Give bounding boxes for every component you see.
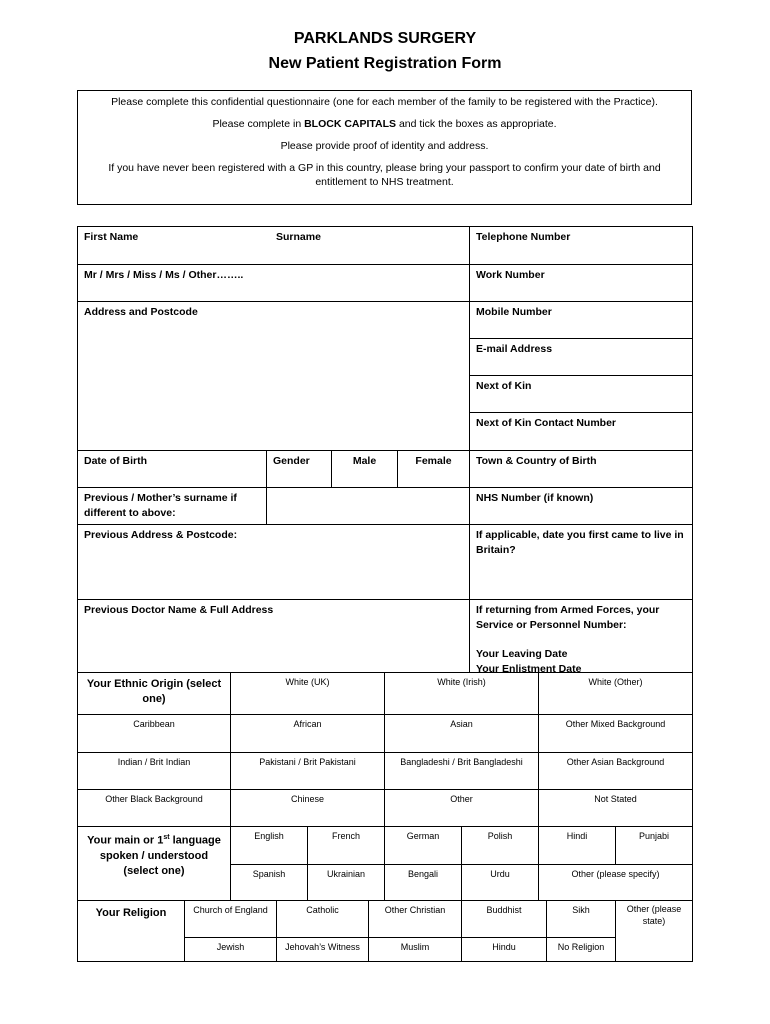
next-of-kin-contact-field[interactable]: Next of Kin Contact Number [469, 412, 693, 451]
ethnic-chinese[interactable]: Chinese [230, 789, 385, 827]
lang-english[interactable]: English [230, 826, 308, 865]
ethnic-white-uk[interactable]: White (UK) [230, 672, 385, 715]
prev-surname-label: Previous / Mother’s surname if different to above: [77, 487, 267, 525]
lang-polish[interactable]: Polish [461, 826, 539, 865]
rel-jehovahs-witness[interactable]: Jehovah’s Witness [276, 937, 369, 962]
ethnic-other-asian[interactable]: Other Asian Background [538, 752, 693, 790]
intro-box [77, 90, 692, 205]
ethnic-other-black[interactable]: Other Black Background [77, 789, 231, 827]
rel-buddhist[interactable]: Buddhist [461, 900, 547, 938]
lang-punjabi[interactable]: Punjabi [615, 826, 693, 865]
gender-label: Gender [266, 450, 332, 488]
lang-spanish[interactable]: Spanish [230, 864, 308, 901]
intro-line-4: If you have never been registered with a GP in this country, please bring your passport to confirm your date of birth and entitlement to NHS treatment. [108, 162, 661, 188]
armed-forces-field[interactable] [469, 599, 693, 673]
prev-doctor-field[interactable]: Previous Doctor Name & Full Address [77, 599, 470, 673]
ethnic-origin-label: Your Ethnic Origin (select one) [77, 672, 231, 715]
work-number-field[interactable]: Work Number [469, 264, 693, 302]
prev-surname-input[interactable] [266, 487, 470, 525]
rel-sikh[interactable]: Sikh [546, 900, 616, 938]
mobile-field[interactable]: Mobile Number [469, 301, 693, 339]
rel-catholic[interactable]: Catholic [276, 900, 369, 938]
intro-line-3: Please provide proof of identity and address. [280, 140, 489, 152]
male-option[interactable]: Male [331, 450, 398, 488]
ethnic-pakistani[interactable]: Pakistani / Brit Pakistani [230, 752, 385, 790]
ethnic-not-stated[interactable]: Not Stated [538, 789, 693, 827]
title-field[interactable]: Mr / Mrs / Miss / Ms / Other…….. [77, 264, 470, 302]
form-title: New Patient Registration Form [268, 55, 502, 72]
intro-line-2: Please complete in BLOCK CAPITALS and tick the boxes as appropriate. [212, 118, 557, 130]
lang-ukrainian[interactable]: Ukrainian [307, 864, 385, 901]
lang-german[interactable]: German [384, 826, 462, 865]
ethnic-white-irish[interactable]: White (Irish) [384, 672, 539, 715]
rel-other-christian[interactable]: Other Christian [368, 900, 462, 938]
lang-bengali[interactable]: Bengali [384, 864, 462, 901]
ethnic-other-mixed[interactable]: Other Mixed Background [538, 714, 693, 753]
lang-other[interactable]: Other (please specify) [538, 864, 693, 901]
telephone-field[interactable]: Telephone Number [469, 226, 693, 265]
next-of-kin-field[interactable]: Next of Kin [469, 375, 693, 413]
rel-church-of-england[interactable]: Church of England [184, 900, 277, 938]
enlistment-date-label: Your Enlistment Date [476, 663, 582, 675]
ethnic-indian[interactable]: Indian / Brit Indian [77, 752, 231, 790]
rel-no-religion[interactable]: No Religion [546, 937, 616, 962]
town-country-field[interactable]: Town & Country of Birth [469, 450, 693, 488]
surname-label: Surname [276, 231, 321, 243]
religion-label: Your Religion [77, 900, 185, 962]
dob-field[interactable]: Date of Birth [77, 450, 267, 488]
first-name-field[interactable]: First Name [77, 226, 470, 265]
email-field[interactable]: E-mail Address [469, 338, 693, 376]
female-option[interactable]: Female [397, 450, 470, 488]
ethnic-other[interactable]: Other [384, 789, 539, 827]
rel-jewish[interactable]: Jewish [184, 937, 277, 962]
armed-forces-label: If returning from Armed Forces, your Service or Personnel Number: [476, 604, 660, 631]
ethnic-caribbean[interactable]: Caribbean [77, 714, 231, 753]
ethnic-asian[interactable]: Asian [384, 714, 539, 753]
lang-french[interactable]: French [307, 826, 385, 865]
rel-muslim[interactable]: Muslim [368, 937, 462, 962]
leaving-date-label: Your Leaving Date [476, 648, 568, 660]
prev-address-field[interactable]: Previous Address & Postcode: [77, 524, 470, 600]
lang-urdu[interactable]: Urdu [461, 864, 539, 901]
practice-name: PARKLANDS SURGERY [293, 30, 477, 47]
nhs-number-field[interactable]: NHS Number (if known) [469, 487, 693, 525]
intro-line-1: Please complete this confidential questionnaire (one for each member of the family to be registered with the Practice). [111, 96, 658, 108]
ethnic-white-other[interactable]: White (Other) [538, 672, 693, 715]
first-came-field[interactable]: If applicable, date you first came to live in Britain? [469, 524, 693, 600]
address-field[interactable]: Address and Postcode [77, 301, 470, 451]
ethnic-bangladeshi[interactable]: Bangladeshi / Brit Bangladeshi [384, 752, 539, 790]
rel-other[interactable]: Other (please state) [615, 900, 693, 962]
language-label: Your main or 1st language spoken / understood (select one) [77, 826, 231, 901]
lang-hindi[interactable]: Hindi [538, 826, 616, 865]
rel-hindu[interactable]: Hindu [461, 937, 547, 962]
ethnic-african[interactable]: African [230, 714, 385, 753]
